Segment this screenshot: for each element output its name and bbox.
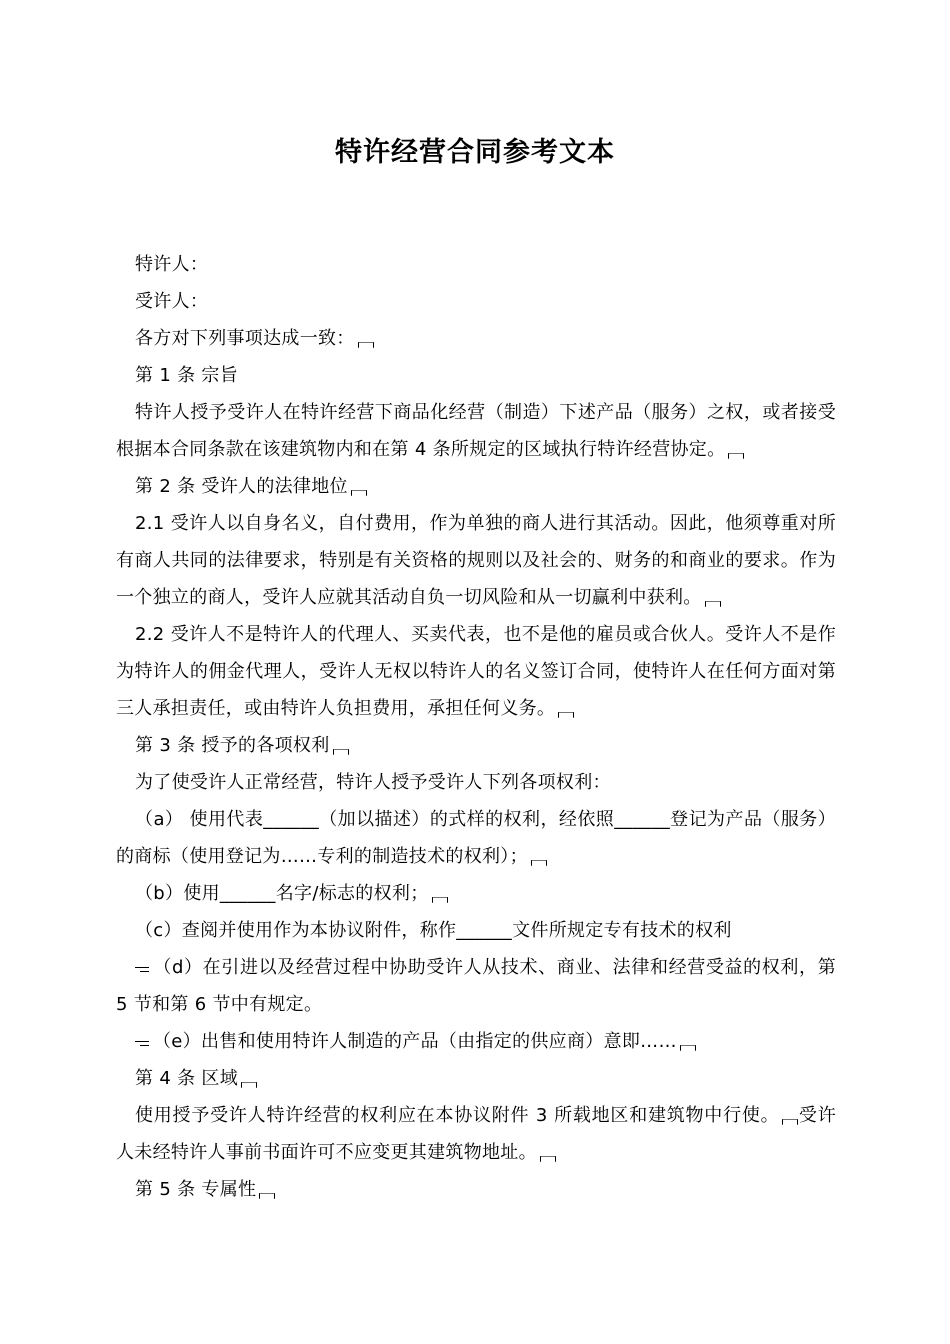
paragraph-text: 第 3 条 授予的各项权利	[135, 735, 330, 756]
article-3-heading	[116, 727, 836, 764]
paragraph-mark-icon	[728, 453, 744, 459]
paragraph-franchisor	[116, 246, 836, 283]
right-d	[116, 949, 836, 1023]
paragraph-text: 2.1 受许人以自身名义，自付费用，作为单独的商人进行其活动。因此，他须尊重对所有商人共同的法律要求，特别是有关资格的规则以及社会的、财务的和商业的要求。作为一个独立的商人，受许人应就其活动自负一切风险和从一切赢利中获利。	[116, 513, 836, 608]
paragraph-text: 各方对下列事项达成一致：	[135, 328, 355, 349]
paragraph-text: （b）使用______名字/标志的权利；	[135, 883, 429, 904]
paragraph-mark-icon	[531, 860, 547, 866]
clause-2-2	[116, 616, 836, 727]
paragraph-text: 第 1 条 宗旨	[135, 365, 239, 386]
paragraph-text: 2.2 受许人不是特许人的代理人、买卖代表，也不是他的雇员或合伙人。受许人不是作为特许人的佣金代理人，受许人无权以特许人的名义签订合同，使特许人在任何方面对第三人承担责任，或由特许人负担费用，承担任何义务。	[116, 624, 836, 719]
tab-mark-icon	[135, 1037, 149, 1046]
paragraph-mark-icon	[351, 490, 367, 496]
paragraph-text: 第 4 条 区域	[135, 1068, 239, 1089]
paragraph-mark-icon	[680, 1045, 696, 1051]
paragraph-text: 特许人授予受许人在特许经营下商品化经营（制造）下述产品（服务）之权，或者接受根据本合同条款在该建筑物内和在第 4 条所规定的区域执行特许经营协定。	[116, 402, 836, 460]
paragraph-text: （e）出售和使用特许人制造的产品（由指定的供应商）意即……	[153, 1031, 677, 1052]
paragraph-mark-icon	[705, 601, 721, 607]
right-e	[116, 1023, 836, 1060]
article-5-heading	[116, 1171, 836, 1208]
paragraph-text: 为了使受许人正常经营，特许人授予受许人下列各项权利：	[135, 772, 611, 793]
article-1-heading	[116, 357, 836, 394]
paragraph-mark-icon	[333, 749, 349, 755]
right-a	[116, 801, 836, 875]
document-body	[116, 246, 836, 1208]
paragraph-text: 受许人：	[135, 291, 209, 312]
paragraph-mark-icon	[241, 1082, 257, 1088]
paragraph-text: 第 5 条 专属性	[135, 1179, 257, 1200]
paragraph-agreement-intro	[116, 320, 836, 357]
paragraph-mark-icon	[432, 897, 448, 903]
paragraph-text: 特许人：	[135, 254, 209, 275]
paragraph-mark-icon	[540, 1156, 556, 1162]
article-4-body	[116, 1097, 836, 1171]
right-c	[116, 912, 836, 949]
paragraph-text: 第 2 条 受许人的法律地位	[135, 476, 348, 497]
article-1-body	[116, 394, 836, 468]
paragraph-mark-icon	[782, 1119, 798, 1125]
right-b	[116, 875, 836, 912]
paragraph-text: （c）查阅并使用作为本协议附件，称作______文件所规定专有技术的权利	[135, 920, 732, 941]
tab-mark-icon	[135, 963, 149, 972]
document-title: 特许经营合同参考文本	[335, 137, 615, 168]
paragraph-text: 使用授予受许人特许经营的权利应在本协议附件 3 所载地区和建筑物中行使。	[135, 1105, 780, 1126]
paragraph-mark-icon	[358, 342, 374, 348]
paragraph-text-tail: 受许人未经特许人事前书面许可不应变更其建筑物地址。	[116, 1105, 836, 1163]
paragraph-text: （a） 使用代表______（加以描述）的式样的权利，经依照______登记为产品（服务）的商标（使用登记为……专利的制造技术的权利）；	[116, 809, 836, 867]
paragraph-text: （d）在引进以及经营过程中协助受许人从技术、商业、法律和经营受益的权利，第 5 节和第 6 节中有规定。	[116, 957, 836, 1015]
clause-2-1	[116, 505, 836, 616]
paragraph-franchisee	[116, 283, 836, 320]
paragraph-mark-icon	[558, 712, 574, 718]
article-4-heading	[116, 1060, 836, 1097]
article-3-intro	[116, 764, 836, 801]
paragraph-mark-icon	[259, 1193, 275, 1199]
article-2-heading	[116, 468, 836, 505]
